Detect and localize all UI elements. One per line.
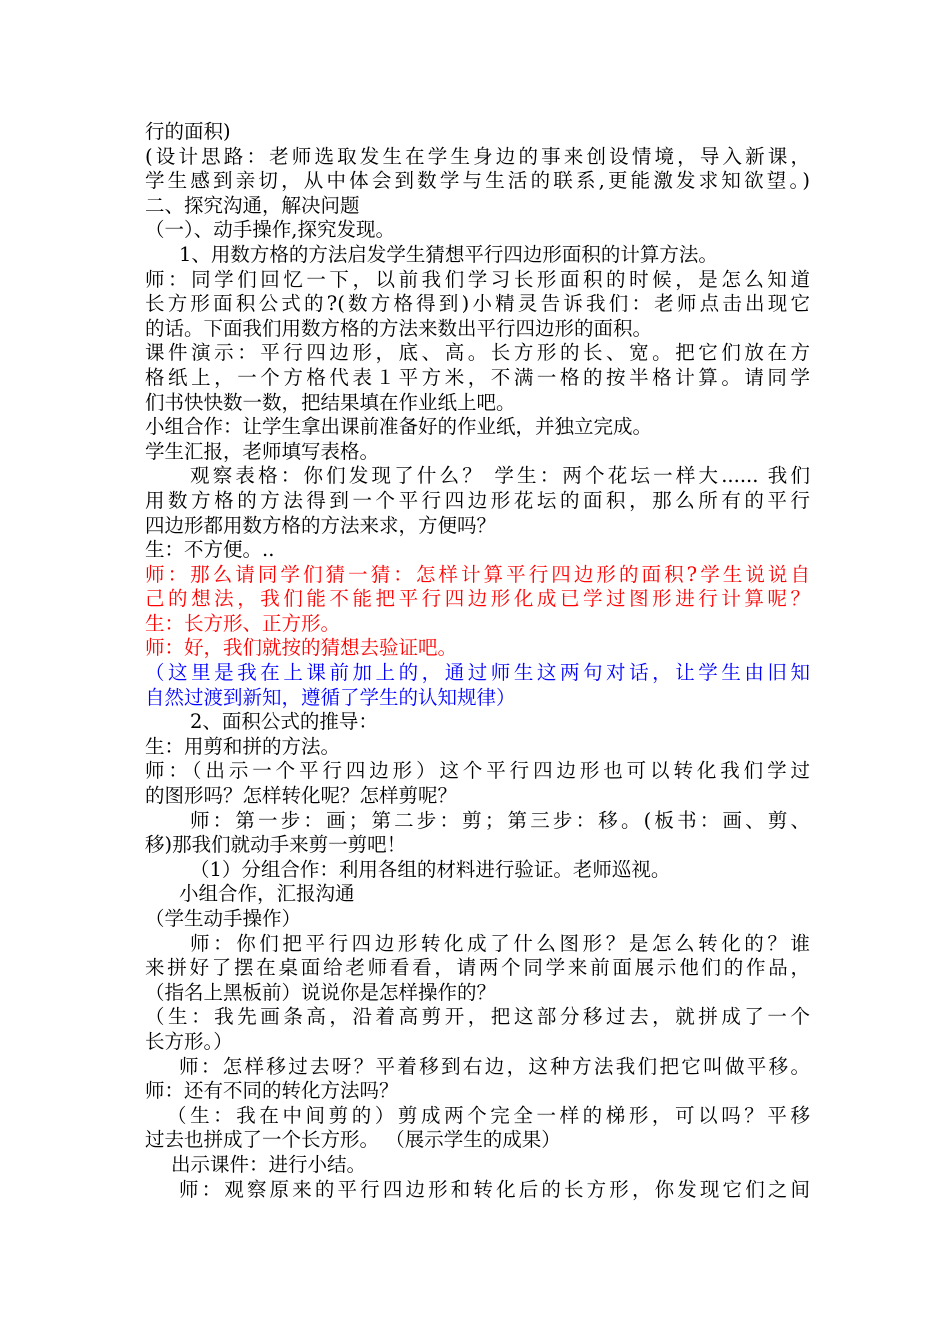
- text-line: （指名上黑板前）说说你是怎样操作的？: [145, 980, 497, 1004]
- text-line: 师：好，我们就按的猜想去验证吧。: [145, 636, 458, 660]
- text-line: 生：长方形、正方形。: [145, 611, 341, 635]
- text-line: 2、面积公式的推导：: [190, 710, 378, 734]
- text-line: 行的面积): [145, 120, 231, 143]
- text-line: 过去也拼成了一个长方形。 （展示学生的成果）: [145, 1128, 561, 1152]
- text-line: (设计思路：老师选取发生在学生身边的事来创设情境，导入新课，: [145, 144, 810, 168]
- text-line: 长方形。）: [145, 1029, 233, 1053]
- text-line: 格纸上，一个方格代表１平方米，不满一格的按半格计算。请同学: [145, 365, 810, 389]
- text-line: 观察表格：你们发现了什么？ 学生：两个花坛一样大...... 我们: [190, 464, 810, 488]
- text-line: 生：用剪和拼的方法。: [145, 734, 341, 758]
- text-line: 小组合作：让学生拿出课前准备好的作业纸，并独立完成。: [145, 415, 653, 439]
- text-line: 师：还有不同的转化方法吗？: [145, 1079, 399, 1103]
- text-line: 生：不方便。..: [145, 538, 275, 562]
- text-line: 师：怎样移过去呀？平着移到右边，这种方法我们把它叫做平移。: [179, 1054, 810, 1078]
- text-line: （生：我在中间剪的）剪成两个完全一样的梯形，可以吗？平移: [167, 1103, 810, 1127]
- text-line: 师：观察原来的平行四边形和转化后的长方形，你发现它们之间: [179, 1177, 810, 1201]
- text-line: 自然过渡到新知，遵循了学生的认知规律）: [145, 685, 516, 709]
- text-line: 们书快快数一数，把结果填在作业纸上吧。: [145, 390, 516, 414]
- text-line: 长方形面积公式的?(数方格得到)小精灵告诉我们：老师点击出现它: [145, 292, 810, 316]
- text-line: （一）、动手操作,探究发现。: [145, 218, 395, 242]
- text-line: 课件演示：平行四边形，底、高。长方形的长、宽。把它们放在方: [145, 341, 810, 365]
- text-line: 己的想法，我们能不能把平行四边形化成已学过图形进行计算呢？: [145, 587, 810, 611]
- text-line: 来拼好了摆在桌面给老师看看，请两个同学来前面展示他们的作品，: [145, 956, 810, 980]
- text-line: 学生汇报，老师填写表格。: [145, 439, 380, 463]
- text-line: 1、用数方格的方法启发学生猜想平行四边形面积的计算方法。: [179, 242, 718, 266]
- text-line: 师：第一步：画；第二步：剪；第三步：移。(板书：画、剪、: [190, 808, 810, 832]
- text-line: 移)那我们就动手来剪一剪吧！: [145, 833, 407, 857]
- text-line: 师：你们把平行四边形转化成了什么图形？是怎么转化的？谁: [190, 931, 810, 955]
- text-line: 二、探究沟通，解决问题: [145, 193, 360, 217]
- text-line: 出示课件：进行小结。: [171, 1152, 367, 1176]
- text-line: （这里是我在上课前加上的，通过师生这两句对话，让学生由旧知: [145, 661, 810, 685]
- text-line: 学生感到亲切，从中体会到数学与生活的联系,更能激发求知欲望。): [145, 169, 810, 193]
- text-line: 的话。下面我们用数方格的方法来数出平行四边形的面积。: [145, 316, 653, 340]
- text-line: 的图形吗？怎样转化呢？怎样剪呢？: [145, 784, 458, 808]
- text-line: （学生动手操作）: [145, 907, 302, 930]
- text-line: 师：那么请同学们猜一猜：怎样计算平行四边形的面积?学生说说自: [145, 562, 810, 586]
- text-line: 四边形都用数方格的方法来求，方便吗？: [145, 513, 497, 537]
- text-line: （1）分组合作：利用各组的材料进行验证。老师巡视。: [190, 857, 671, 881]
- document-body: [145, 120, 810, 1202]
- text-line: 师：同学们回忆一下，以前我们学习长形面积的时候，是怎么知道: [145, 267, 810, 291]
- text-line: （生：我先画条高，沿着高剪开，把这部分移过去，就拼成了一个: [145, 1005, 810, 1029]
- text-line: 小组合作，汇报沟通: [179, 882, 355, 906]
- text-line: 师：（出示一个平行四边形）这个平行四边形也可以转化我们学过: [145, 759, 810, 783]
- text-line: 用数方格的方法得到一个平行四边形花坛的面积，那么所有的平行: [145, 488, 810, 512]
